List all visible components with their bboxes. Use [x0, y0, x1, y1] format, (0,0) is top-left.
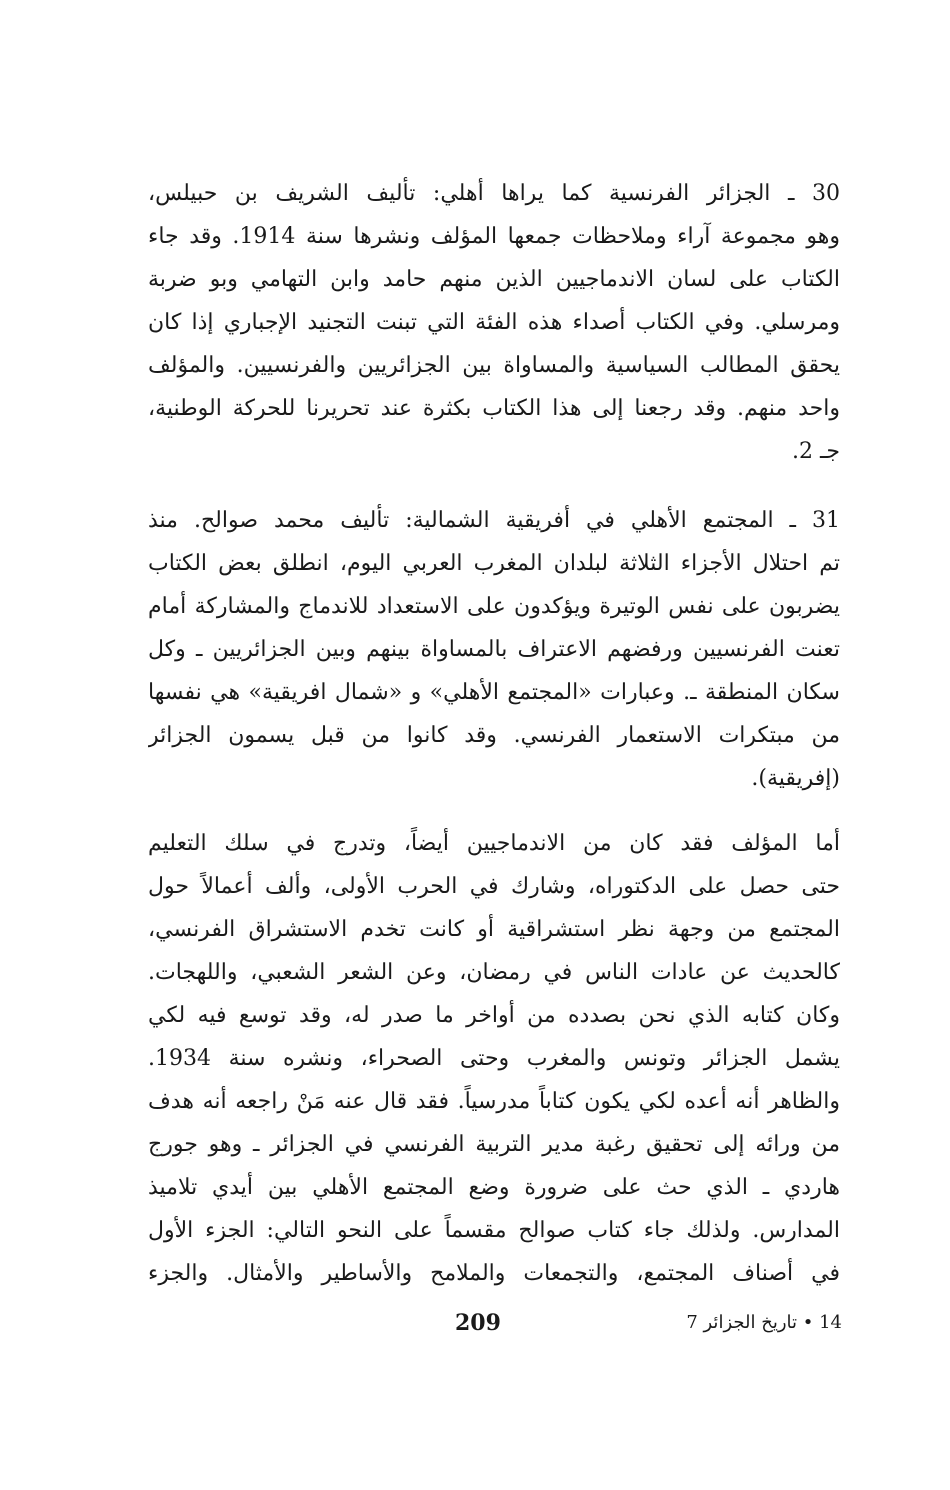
text-line: والظاهر أنه أعده لكي يكون كتاباً مدرسياً. فقد قال عنه مَنْ راجعه أنه هدف	[148, 1089, 840, 1114]
text-line: كالحديث عن عادات الناس في رمضان، وعن الشعر الشعبي، واللهجات.	[148, 960, 840, 985]
paragraph-30-france-algeria	[148, 172, 840, 473]
text-line: وكان كتابه الذي نحن بصدده من أواخر ما صدر له، وقد توسع فيه لكي	[148, 1003, 840, 1028]
text-line: 30 ـ الجزائر الفرنسية كما يراها أهلي: تأليف الشريف بن حبيلس،	[148, 181, 840, 206]
text-line: أما المؤلف فقد كان من الاندماجيين أيضاً، وتدرج في سلك التعليم	[148, 831, 840, 856]
text-line: جـ 2.	[791, 439, 840, 464]
text-line: المدارس. ولذلك جاء كتاب صوالح مقسماً على النحو التالي: الجزء الأول	[148, 1218, 840, 1243]
text-line: تعنت الفرنسيين ورفضهم الاعتراف بالمساواة بينهم وبين الجزائريين ـ وكل	[148, 637, 840, 662]
text-line: يشمل الجزائر وتونس والمغرب وحتى الصحراء، ونشره سنة 1934.	[148, 1046, 840, 1071]
text-line: 31 ـ المجتمع الأهلي في أفريقية الشمالية: تأليف محمد صوالح. منذ	[148, 508, 840, 533]
text-line: حتى حصل على الدكتوراه، وشارك في الحرب الأولى، وألف أعمالاً حول	[148, 874, 840, 899]
text-line: المجتمع من وجهة نظر استشراقية أو كانت تخدم الاستشراق الفرنسي،	[148, 917, 840, 942]
text-line: يضربون على نفس الوتيرة ويؤكدون على الاستعداد للاندماج والمشاركة أمام	[148, 594, 840, 619]
text-line: يحقق المطالب السياسية والمساواة بين الجزائريين والفرنسيين. والمؤلف	[148, 353, 840, 378]
page-footer	[0, 1310, 950, 1340]
text-line: (إفريقية).	[751, 766, 840, 791]
paragraph-31-native-society	[148, 499, 840, 800]
text-line: وهو مجموعة آراء وملاحظات جمعها المؤلف ونشرها سنة 1914. وقد جاء	[148, 224, 840, 249]
text-line: واحد منهم. وقد رجعنا إلى هذا الكتاب بكثرة عند تحريرنا للحركة الوطنية،	[148, 396, 840, 421]
running-footer: 14 • تاريخ الجزائر 7	[686, 1312, 842, 1333]
text-line: من ورائه إلى تحقيق رغبة مدير التربية الفرنسي في الجزائر ـ وهو جورج	[148, 1132, 840, 1157]
text-line: هاردي ـ الذي حث على ضرورة وضع المجتمع الأهلي بين أيدي تلاميذ	[148, 1175, 840, 1200]
text-line: تم احتلال الأجزاء الثلاثة لبلدان المغرب العربي اليوم، انطلق بعض الكتاب	[148, 551, 840, 576]
text-line: الكتاب على لسان الاندماجيين الذين منهم حامد وابن التهامي وبو ضربة	[148, 267, 840, 292]
paragraph-author	[148, 822, 840, 1295]
text-line: من مبتكرات الاستعمار الفرنسي. وقد كانوا من قبل يسمون الجزائر	[148, 723, 840, 748]
text-line: في أصناف المجتمع، والتجمعات والملامح والأساطير والأمثال. والجزء	[148, 1261, 840, 1286]
text-line: سكان المنطقة ـ. وعبارات «المجتمع الأهلي» و «شمال افريقية» هي نفسها	[148, 680, 840, 705]
page-number: 209	[455, 1310, 501, 1336]
text-line: ومرسلي. وفي الكتاب أصداء هذه الفئة التي تبنت التجنيد الإجباري إذا كان	[148, 310, 840, 335]
